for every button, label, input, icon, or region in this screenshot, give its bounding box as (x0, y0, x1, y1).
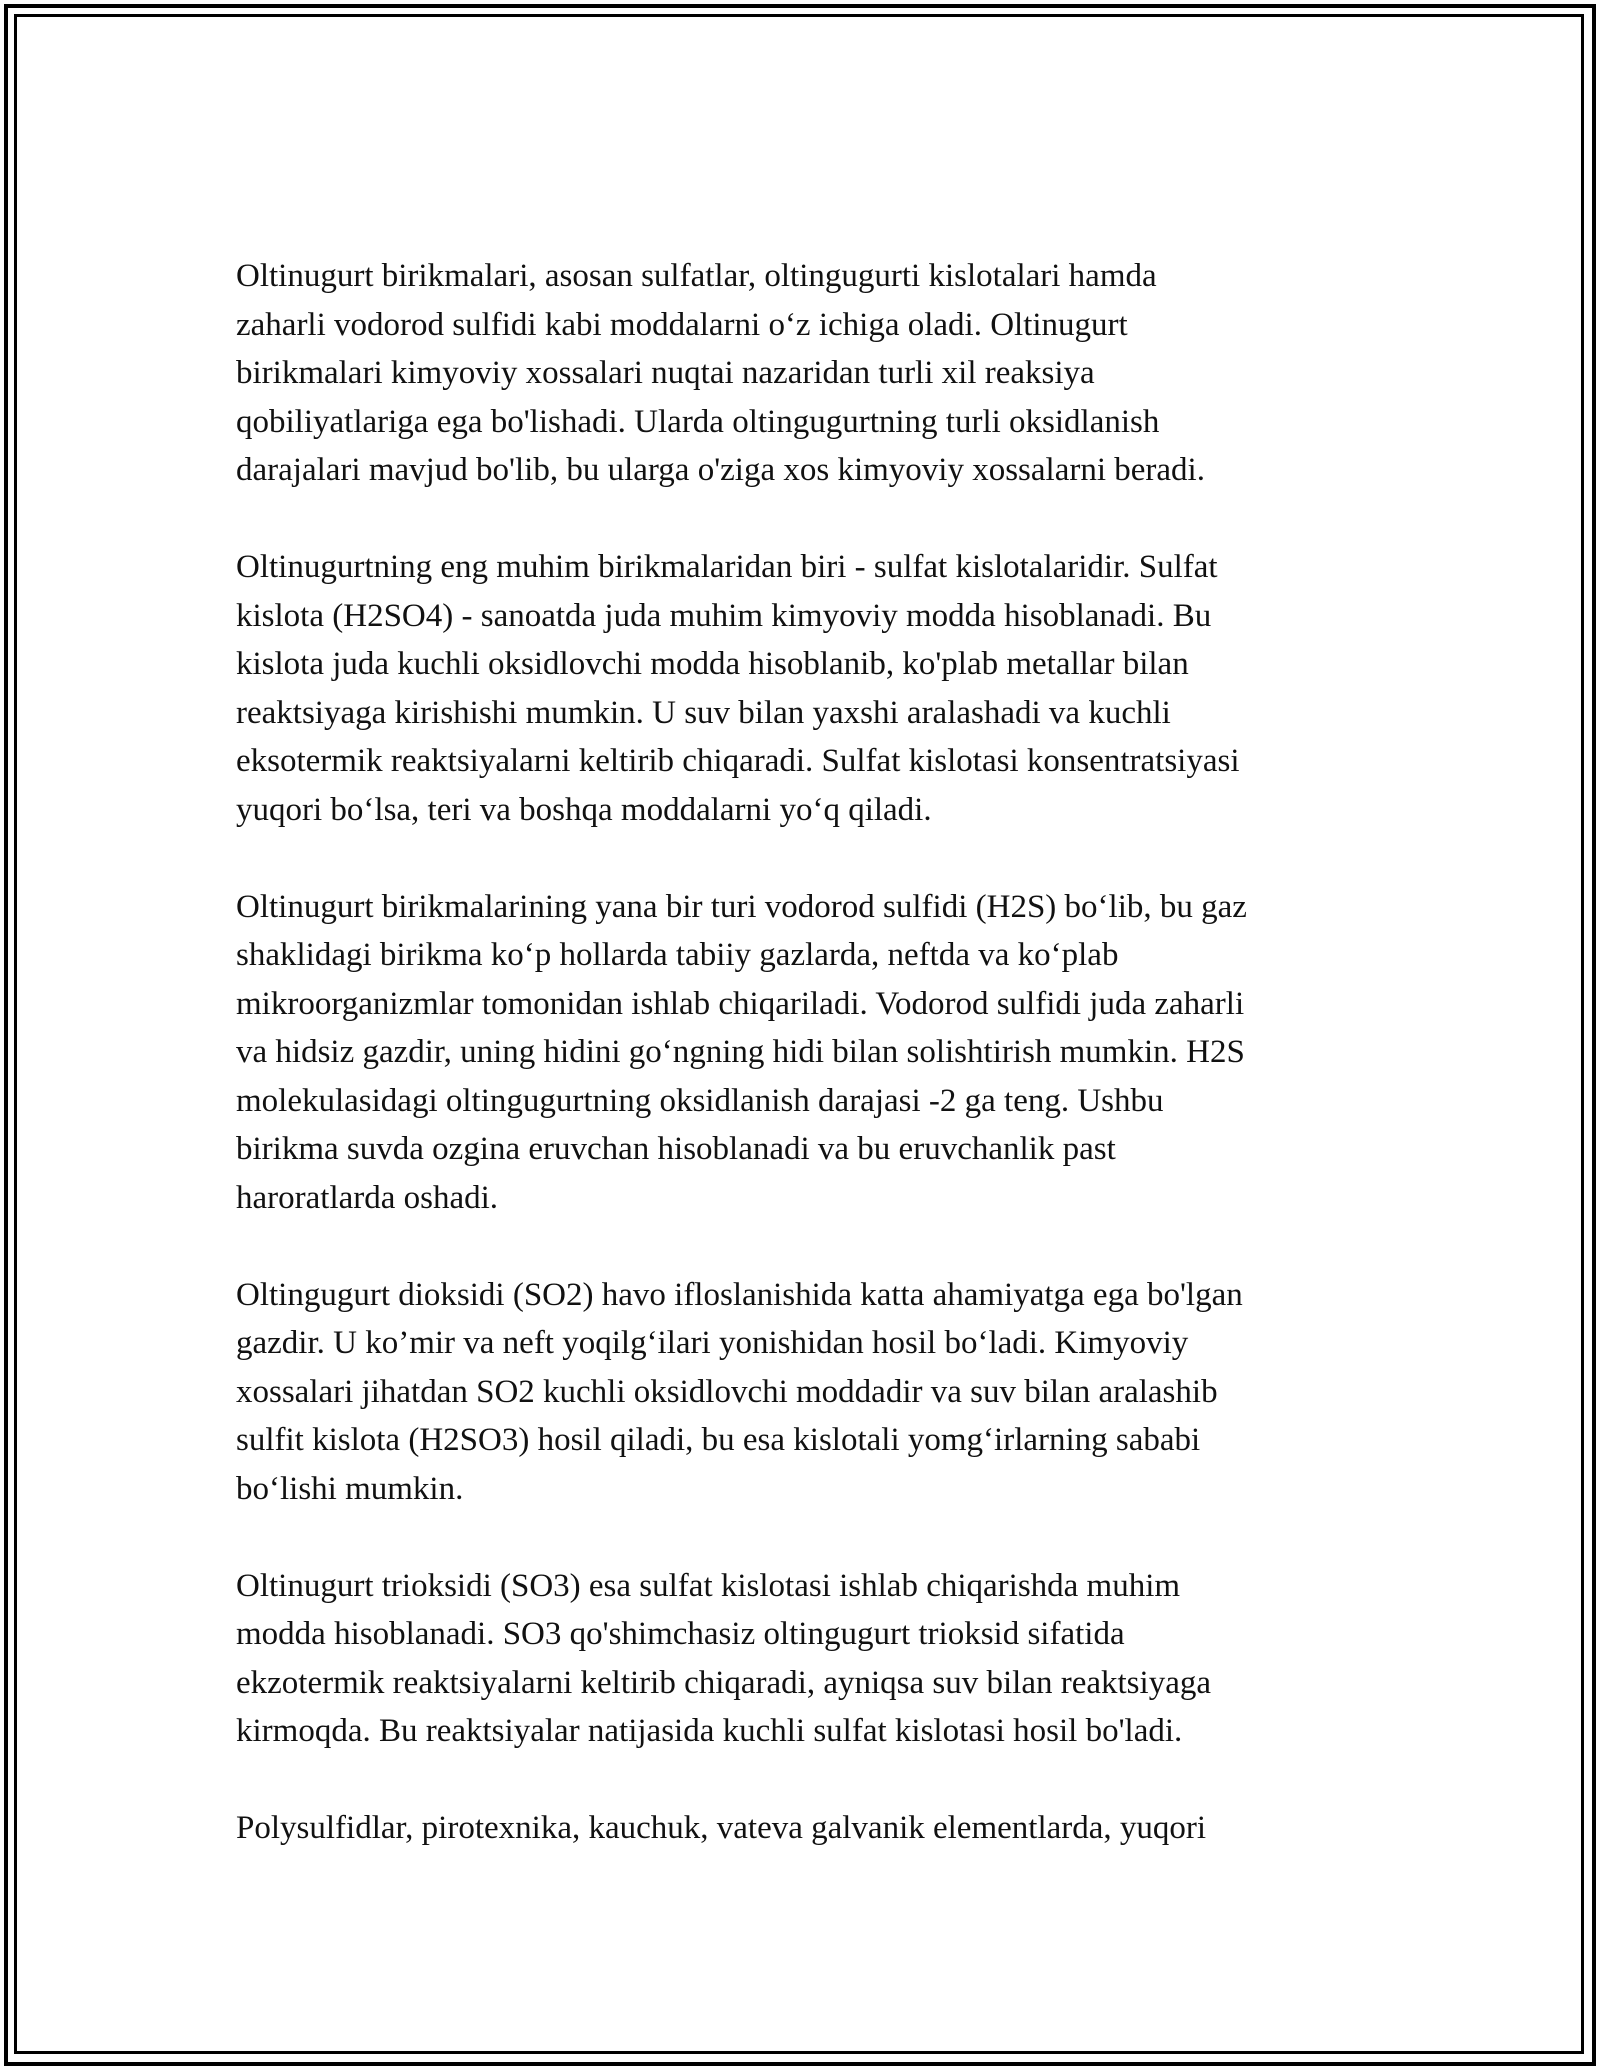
paragraph-6 (236, 1804, 1366, 1853)
text-line: eksotermik reaktsiyalarni keltirib chiqaradi. Sulfat kislotasi konsentratsiyasi (236, 743, 1240, 779)
paragraph-2 (236, 543, 1366, 834)
text-line: haroratlarda oshadi. (236, 1179, 499, 1216)
text-line: Oltinugurtning eng muhim birikmalaridan biri - sulfat kislotalaridir. Sulfat (236, 549, 1218, 585)
text-line: modda hisoblanadi. SO3 qo'shimchasiz oltingugurt trioksid sifatida (236, 1616, 1125, 1652)
paragraph-5 (236, 1562, 1366, 1756)
document-body (236, 252, 1366, 1901)
paragraph-3 (236, 883, 1366, 1223)
text-line: reaktsiyaga kirishishi mumkin. U suv bilan yaxshi aralashadi va kuchli (236, 694, 1171, 731)
text-line: xossalari jihatdan SO2 kuchli oksidlovchi moddadir va suv bilan aralashib (236, 1373, 1218, 1410)
text-line: molekulasidagi oltingugurtning oksidlanish darajasi -2 ga teng. Ushbu (236, 1082, 1164, 1119)
text-line: Oltinugurt birikmalari, asosan sulfatlar, oltingugurti kislotalari hamda (236, 258, 1157, 294)
text-line: yuqori bo‘lsa, teri va boshqa moddalarni yo‘q qiladi. (236, 791, 932, 828)
text-line: Oltinugurt birikmalarining yana bir turi vodorod sulfidi (H2S) bo‘lib, bu gaz (236, 888, 1247, 925)
text-line: kirmoqda. Bu reaktsiyalar natijasida kuchli sulfat kislotasi hosil bo'ladi. (236, 1713, 1183, 1749)
text-line: Oltingugurt dioksidi (SO2) havo ifloslanishida katta ahamiyatga ega bo'lgan (236, 1276, 1243, 1313)
paragraph-1 (236, 252, 1366, 495)
text-line: birikmalari kimyoviy xossalari nuqtai nazaridan turli xil reaksiya (236, 355, 1095, 391)
text-line: shaklidagi birikma ko‘p hollarda tabiiy gazlarda, neftda va ko‘plab (236, 937, 1119, 973)
text-line: birikma suvda ozgina eruvchan hisoblanadi va bu eruvchanlik past (236, 1131, 1116, 1167)
text-line: darajalari mavjud bo'lib, bu ularga o'ziga xos kimyoviy xossalarni beradi. (236, 452, 1205, 488)
text-line: gazdir. U ko’mir va neft yoqilg‘ilari yonishidan hosil bo‘ladi. Kimyoviy (236, 1325, 1189, 1361)
text-line: qobiliyatlariga ega bo'lishadi. Ularda oltingugurtning turli oksidlanish (236, 403, 1160, 440)
text-line: bo‘lishi mumkin. (236, 1470, 464, 1507)
text-line: mikroorganizmlar tomonidan ishlab chiqariladi. Vodorod sulfidi juda zaharli (236, 985, 1245, 1022)
text-line: va hidsiz gazdir, uning hidini go‘ngning hidi bilan solishtirish mumkin. H2S (236, 1034, 1245, 1070)
text-line: sulfit kislota (H2SO3) hosil qiladi, bu esa kislotali yomg‘irlarning sababi (236, 1422, 1201, 1458)
text-line: ekzotermik reaktsiyalarni keltirib chiqaradi, ayniqsa suv bilan reaktsiyaga (236, 1664, 1211, 1701)
text-line: Oltinugurt trioksidi (SO3) esa sulfat kislotasi ishlab chiqarishda muhim (236, 1567, 1181, 1604)
text-line: zaharli vodorod sulfidi kabi moddalarni o‘z ichiga oladi. Oltinugurt (236, 306, 1128, 343)
paragraph-4 (236, 1271, 1366, 1514)
text-line: kislota juda kuchli oksidlovchi modda hisoblanib, ko'plab metallar bilan (236, 646, 1189, 682)
text-line: kislota (H2SO4) - sanoatda juda muhim kimyoviy modda hisoblanadi. Bu (236, 597, 1212, 634)
text-line: Polysulfidlar, pirotexnika, kauchuk, vateva galvanik elementlarda, yuqori (236, 1810, 1207, 1846)
